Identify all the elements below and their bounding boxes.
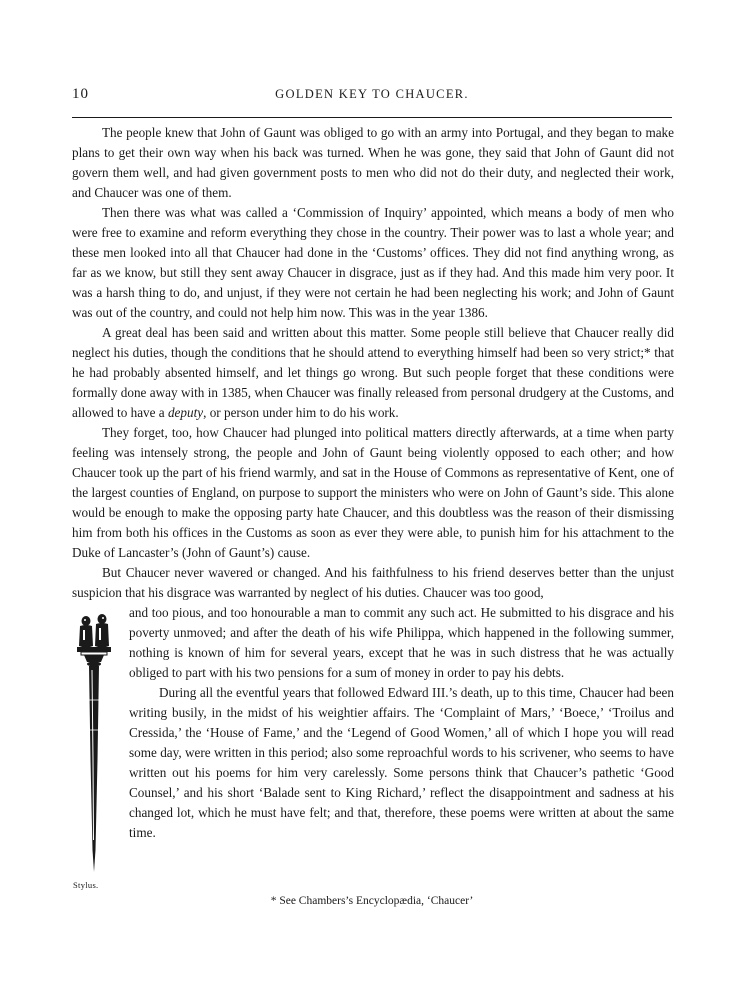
paragraph-4: They forget, too, how Chaucer had plunged into political matters directly afterwards, at a time when party feeling was intensely strong, the people and John of Gaunt being violently opposed to each other; and how Chaucer took up the part of his friend warmly, and sat in the House of Commons as representative of Kent, one of the largest counties of England, on purpose to support the ministers who were on John of Gaunt’s side. This alone would be enough to make the opposing party hate Chaucer, and this doubtless was the reason of their dismissing him from both his offices in the Customs as soon as ever they were able, to punish him for his attachment to the Duke of Lancaster’s (John of Gaunt’s) cause. — [72, 425, 674, 560]
paragraph-3-text-end: , or person under him to do his work. — [203, 405, 399, 420]
stylus-caption: Stylus. — [73, 880, 99, 890]
paragraph-2: Then there was what was called a ‘Commission of Inquiry’ appointed, which means a body of men who were free to examine and reform everything they chose in the country. Their power was to last a whole year; and these men looked into all that Chaucer had done in the ‘Customs’ offices. They did not find anything wrong, as far as we know, but still they sent away Chaucer in disgrace, just as if they had. And this made him very poor. It was a harsh thing to do, and unjust, if they were not certain he had been neglecting his work; and John of Gaunt was out of the country, and could not help him now. This was in the year 1386. — [72, 205, 674, 320]
page-number: 10 — [72, 86, 89, 102]
paragraph-3-text: A great deal has been said and written about this matter. Some people still believe that Chaucer really did neglect his duties, though the conditions that he should attend to everything himself had been so very strict;* that he had probably absented himself, and let things go wrong. But such people forget that these conditions were formally done away with in 1385, when Chaucer was finally released from personal drudgery at the Customs, and allowed to have a — [72, 325, 674, 420]
paragraph-1: The people knew that John of Gaunt was obliged to go with an army into Portugal, and they began to make plans to get their own way when his back was turned. When he was gone, they said that John of Gaunt did not govern them well, and had given government posts to men who did not do their duty, and neglected their work, and Chaucer was one of them. — [72, 125, 674, 200]
paragraph-6: During all the eventful years that followed Edward III.’s death, up to this time, Chaucer had been writing busily, in the midst of his weightier affairs. The ‘Complaint of Mars,’ ‘Boece,’ ‘Troilus and Cressida,’ the ‘House of Fame,’ and the ‘Legend of Good Women,’ all of which I hope you will read some day, were written in this period; also some reproachful words to his scrivener, who seems to have written out his poems for him very carelessly. Some persons think that Chaucer’s pathetic ‘Good Counsel,’ and his short ‘Balade sent to King Richard,’ reflect the disappointment and sadness at his changed lot, which he must have felt; and that, therefore, these poems were written at about the same time. — [129, 685, 674, 840]
illustrated-section — [72, 603, 674, 890]
body-text — [72, 123, 674, 890]
paragraph-5: But Chaucer never wavered or changed. And his faithfulness to his friend deserves better than the unjust suspicion that his disgrace was warranted by neglect of his duties. Chaucer was too good, — [72, 565, 674, 600]
footnote: * See Chambers’s Encyclopædia, ‘Chaucer’ — [270, 895, 474, 907]
paragraph-5-continued: and too pious, and too honourable a man to commit any such act. He submitted to his disgrace and his poverty unmoved; and after the death of his wife Philippa, which happened in the following summer, nothing is known of him for several years, except that he was in such distress that he was actually obliged to part with his two pensions for a sum of money in order to pay his debts. — [129, 605, 674, 680]
page-header — [72, 86, 672, 106]
deputy-italic: deputy — [167, 405, 204, 420]
stylus-illustration — [72, 610, 116, 875]
header-rule — [72, 117, 672, 118]
running-title: GOLDEN KEY TO CHAUCER. — [275, 87, 469, 101]
paragraph-3 — [72, 323, 674, 423]
